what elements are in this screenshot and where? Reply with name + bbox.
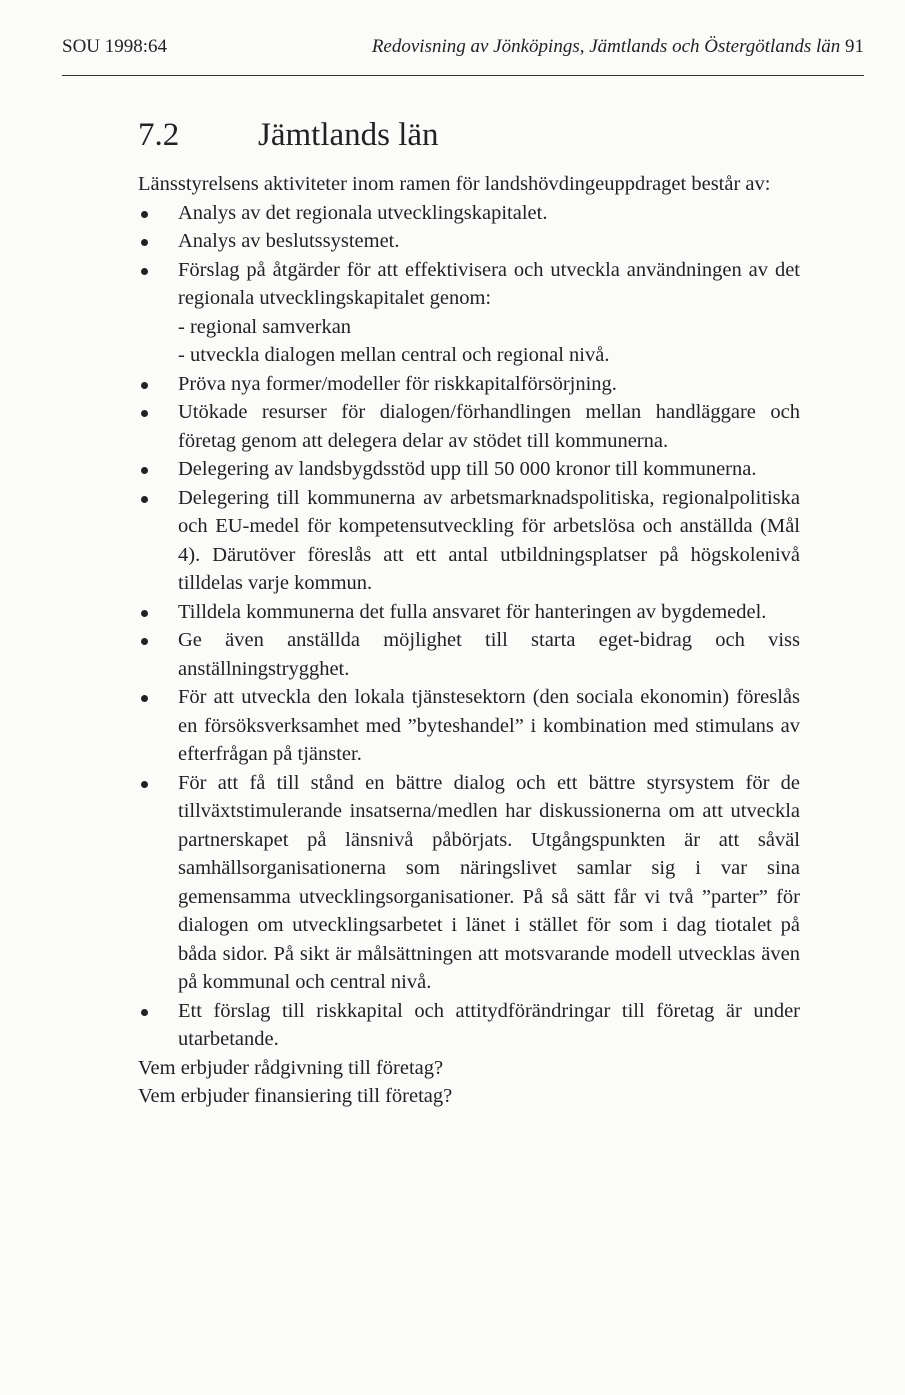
list-item-text: Förslag på åtgärder för att effektivisera och utveckla användningen av det regionala utvecklingskapitalet genom: xyxy=(178,258,800,309)
list-item-text: Analys av det regionala utvecklingskapitalet. xyxy=(178,201,548,224)
sub-item: - regional samverkan xyxy=(178,315,352,338)
sub-item: - utveckla dialogen mellan central och regional nivå. xyxy=(178,344,610,366)
list-item-text: Ett förslag till riskkapital och attitydförändringar till företag är under utarbetande. xyxy=(178,999,800,1050)
question-line: Vem erbjuder rådgivning till företag? xyxy=(138,1056,444,1079)
list-item xyxy=(138,598,800,627)
list-item-text: Tilldela kommunerna det fulla ansvaret för hanteringen av bygdemedel. xyxy=(178,600,767,623)
list-item xyxy=(138,370,800,399)
section-heading xyxy=(138,117,439,154)
list-item xyxy=(138,256,800,370)
list-item-text: Ge även anställda möjlighet till starta eget-bidrag och viss anställningstrygghet. xyxy=(178,629,800,680)
list-item xyxy=(138,227,800,256)
list-item xyxy=(138,769,800,997)
series-number: SOU 1998:64 xyxy=(62,36,168,57)
section-number: 7.2 xyxy=(138,117,180,153)
running-title-text: Redovisning av Jönköpings, Jämtlands och Östergötlands län xyxy=(371,36,841,57)
running-title xyxy=(372,36,864,58)
list-item xyxy=(138,997,800,1054)
list-item xyxy=(138,626,800,683)
list-item-text: För att få till stånd en bättre dialog och ett bättre styrsystem för de tillväxtstimulerande insatserna/medlen har diskussionerna om att utveckla partnerskapet på länsnivå påbörjats. Utgångspunkten är att såväl samhällsorganisationerna som näringslivet samlar sig i var sina gemensamma utvecklingsorganisationer. På så sätt får vi två ”parter” för dialogen om utvecklingsarbetet i länet i stället för som i dag tiotalet på båda sidor. På sikt är målsättningen att motsvarande modell utvecklas även på kommunal och central nivå. xyxy=(178,771,800,993)
list-item-text: För att utveckla den lokala tjänstesektorn (den sociala ekonomin) föreslås en försöksverksamhet med ”byteshandel” i kombination med stimulans av efterfrågan på tjänster. xyxy=(178,686,800,765)
list-item-text: Analys av beslutssystemet. xyxy=(178,230,400,252)
list-item xyxy=(138,398,800,455)
body-text xyxy=(138,170,800,1111)
intro-paragraph: Länsstyrelsens aktiviteter inom ramen för landshövdingeuppdraget består av: xyxy=(138,173,771,195)
list-item xyxy=(138,484,800,598)
list-item-text: Utökade resurser för dialogen/förhandlingen mellan handläggare och företag genom att delegera delar av stödet till kommunerna. xyxy=(178,401,800,452)
header-rule xyxy=(62,75,864,76)
running-header xyxy=(62,36,864,66)
list-item-text: Delegering av landsbygdsstöd upp till 50 000 kronor till kommunerna. xyxy=(178,458,757,480)
list-item xyxy=(138,455,800,484)
list-item-text: Delegering till kommunerna av arbetsmarknadspolitiska, regionalpolitiska och EU-medel för kompetensutveckling för arbetslösa och anställda (Mål 4). Därutöver föreslås att ett antal utbildningsplatser på högskolenivå tilldelas varje kommun. xyxy=(178,486,800,594)
list-item-text: Pröva nya former/modeller för riskkapitalförsörjning. xyxy=(178,372,617,395)
question-line: Vem erbjuder finansiering till företag? xyxy=(138,1085,453,1107)
page-number: 91 xyxy=(845,36,864,57)
activity-list xyxy=(138,199,800,1054)
list-item xyxy=(138,199,800,228)
section-title: Jämtlands län xyxy=(258,117,439,153)
list-item xyxy=(138,683,800,769)
